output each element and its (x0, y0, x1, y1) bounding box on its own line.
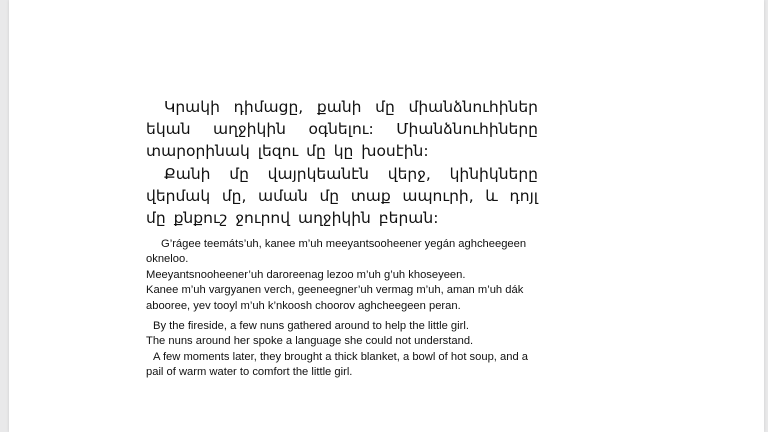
english-translation-block (146, 319, 546, 381)
transliteration-line-1: G’rágee teemáts’uh, kanee m’uh meeyantsooheener yegán aghcheegeen okneloo. (146, 238, 527, 266)
transliteration-line-3: Kanee m’uh vargyanen verch, geeneegner’uh vermag m’uh, aman m’uh dák aboorее, yev tooyl m’uh k’nkoosh choorov aghcheegeen peran. (146, 284, 524, 312)
english-line-1: By the fireside, a few nuns gathered around to help the little girl. (153, 320, 469, 332)
transliteration-line-2: Meeyantsnooheener’uh daroreenag lezoo m’uh g’uh khoseyeen. (146, 268, 466, 281)
english-line-3: A few moments later, they brought a thick blanket, a bowl of hot soup, and a pail of warm water to comfort the little girl. (146, 350, 529, 379)
armenian-paragraph-1: Կրակի դիմացը, քանի մը միանձնուհիներ եկան աղջիկին օգնելու: Միանձնուհիները տարօրինակ լեզու մը կը խօսէին: (146, 98, 538, 161)
armenian-text-block (146, 96, 538, 229)
english-line-2: The nuns around her spoke a language she could not understand. (146, 335, 474, 348)
armenian-paragraph-2: Քանի մը վայրկեանէն վերջ, կինիկները վերմակ մը, աման մը տաք ապուրի, և դոյլ մը քնքուշ ջուրով աղջիկին բերան: (146, 164, 538, 228)
transliteration-block (146, 237, 541, 314)
document-page (9, 0, 764, 432)
